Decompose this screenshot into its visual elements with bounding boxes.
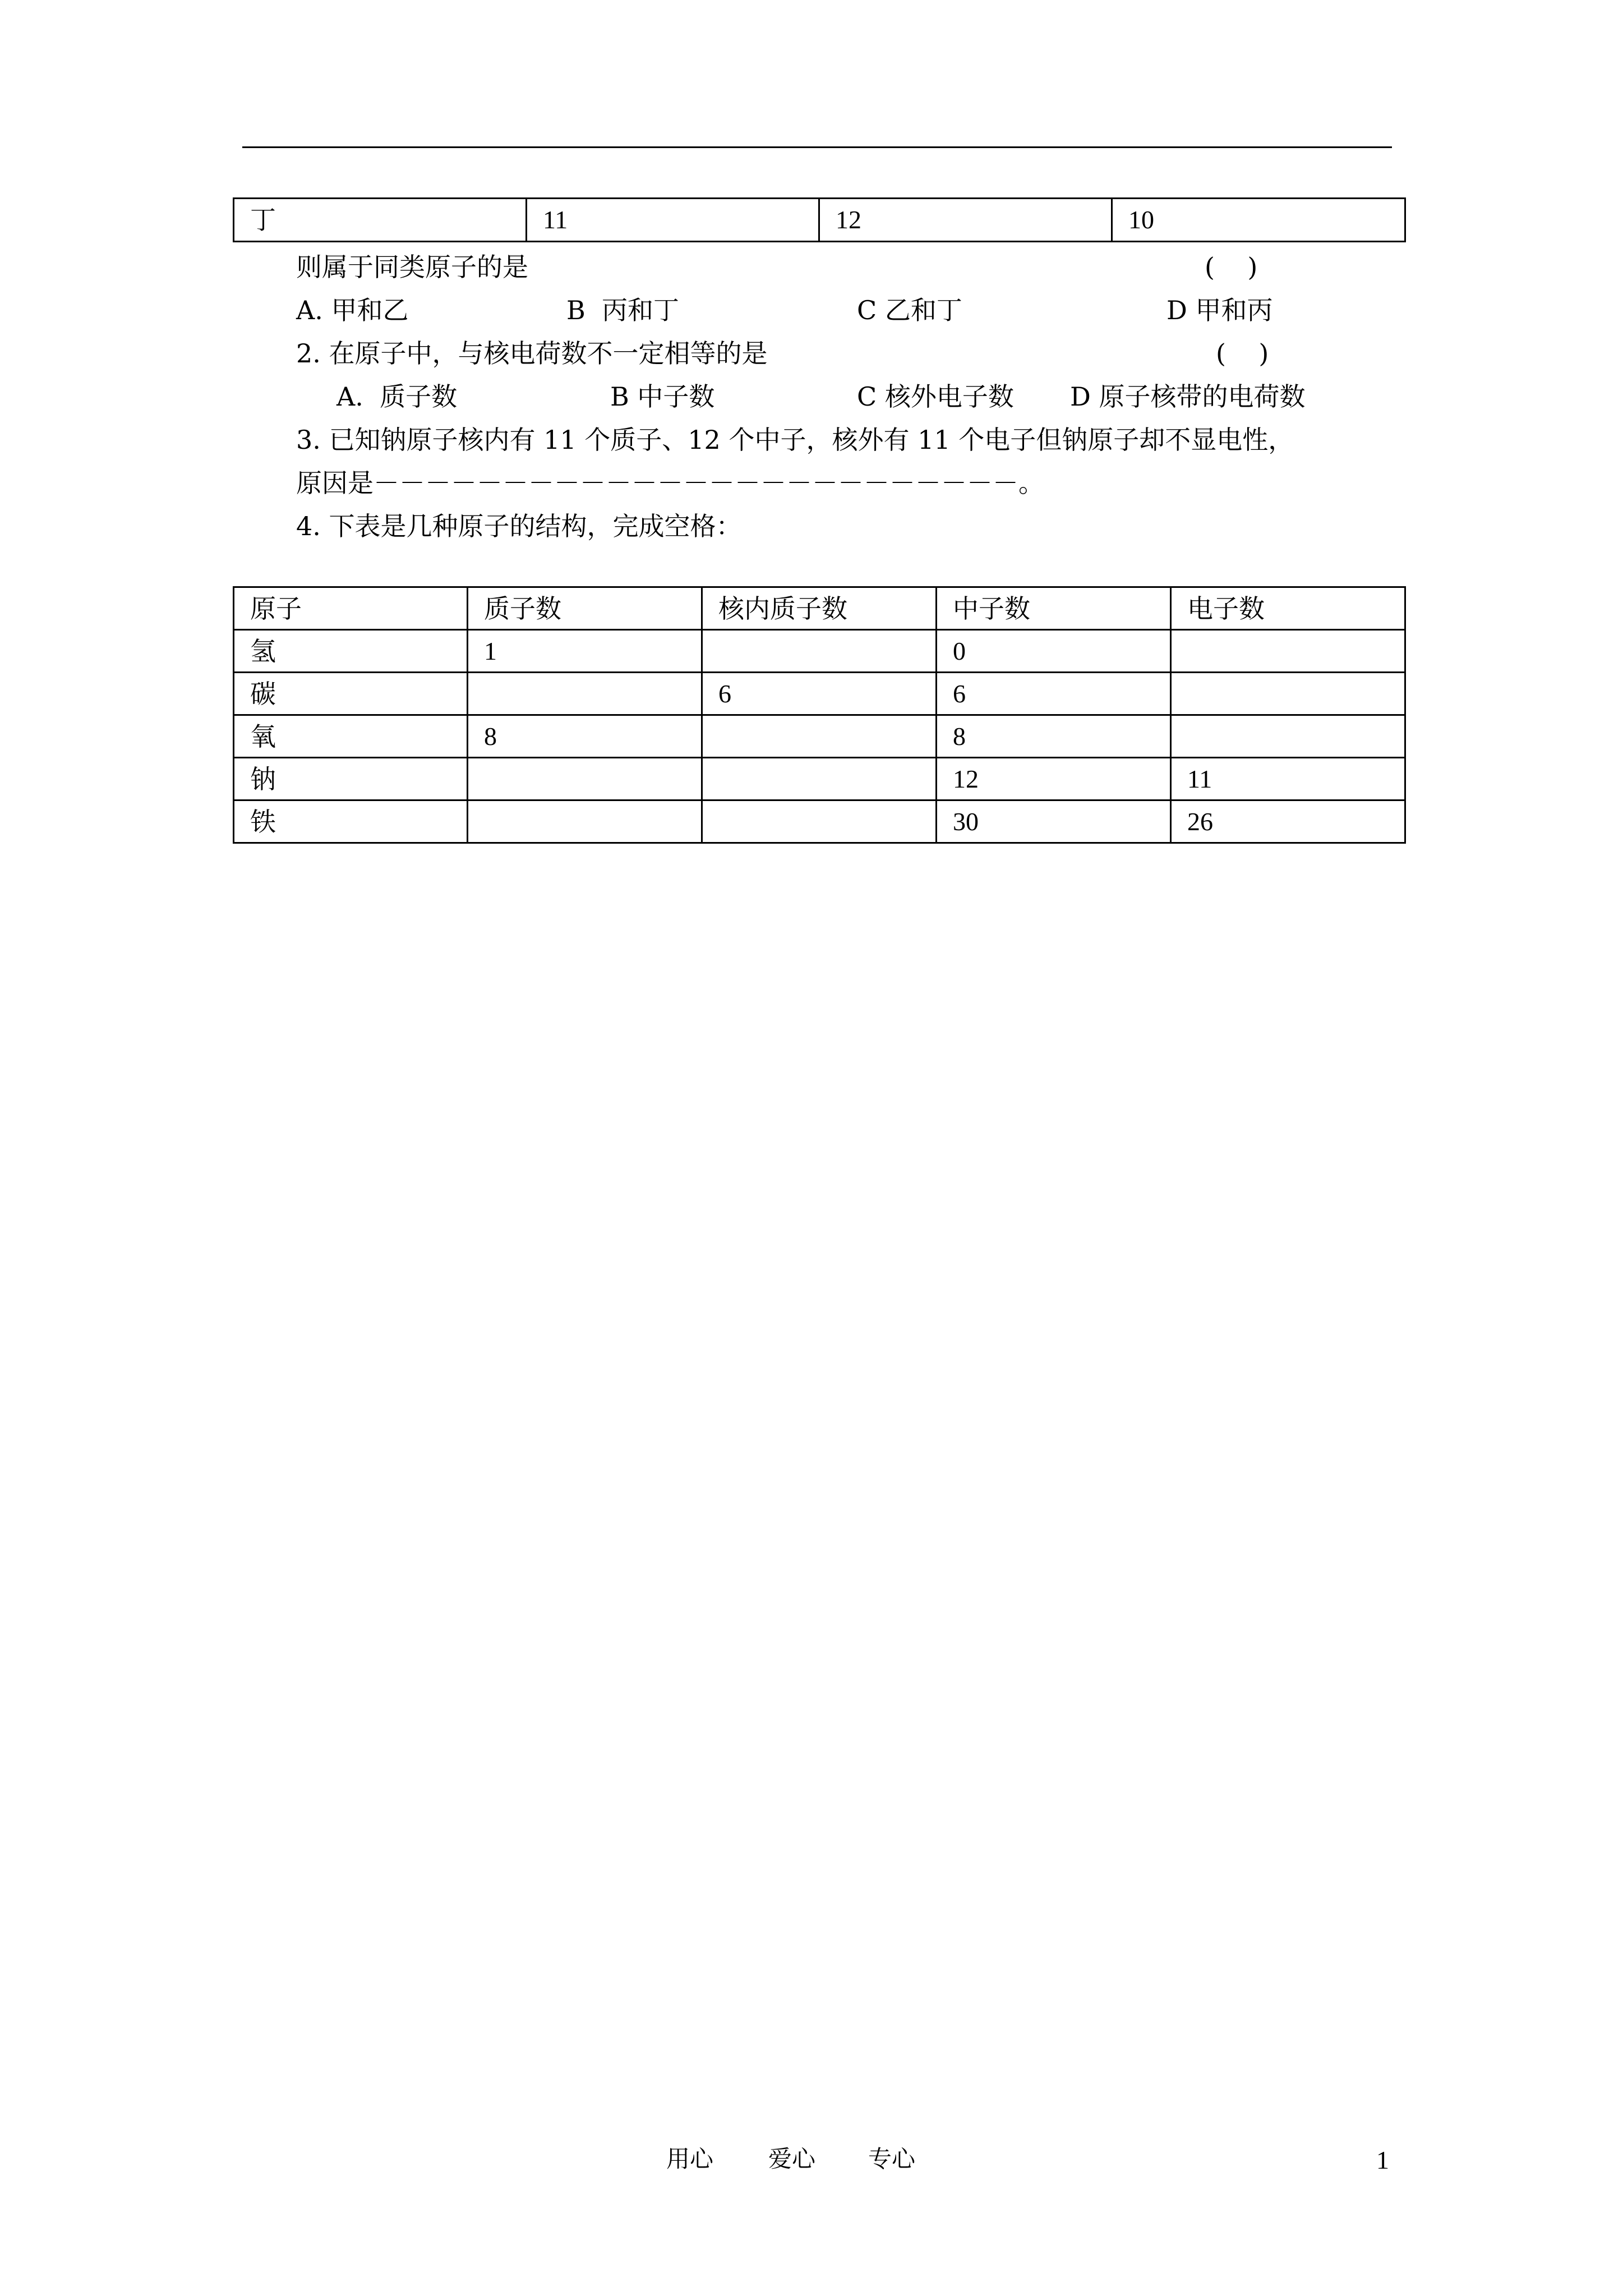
question-2-option-a: A. 质子数 (336, 381, 458, 412)
table-header-row (234, 587, 1405, 630)
question-3-line-2: 原因是－－－－－－－－－－－－－－－－－－－－－－－－－。 (296, 468, 1044, 498)
question-1-stem: 则属于同类原子的是 (296, 252, 528, 282)
column-header: 质子数 (468, 587, 702, 630)
table-cell (702, 758, 937, 800)
question-2-answer-blank: ( ) (1216, 338, 1269, 369)
table-row (234, 715, 1405, 758)
header-rule (242, 146, 1392, 148)
question-1-option-d: D 甲和丙 (1166, 295, 1273, 325)
footer-motto-3: 专心 (868, 2145, 916, 2173)
table-cell (702, 630, 937, 673)
question-4-stem: 4. 下表是几种原子的结构，完成空格： (296, 511, 742, 541)
footer-motto-2: 爱心 (768, 2145, 816, 2173)
table-cell: 8 (937, 715, 1171, 758)
table-cell: 26 (1171, 800, 1405, 843)
footer-motto-1: 用心 (666, 2145, 714, 2173)
table-cell (468, 758, 702, 800)
table-row (234, 673, 1405, 715)
column-header: 核内质子数 (702, 587, 937, 630)
column-header: 中子数 (937, 587, 1171, 630)
table-row (234, 800, 1405, 843)
table-cell (702, 715, 937, 758)
table-cell: 30 (937, 800, 1171, 843)
table-cell: 丁 (234, 199, 527, 242)
question-2-option-d: D 原子核带的电荷数 (1070, 381, 1306, 412)
table-cell (1171, 673, 1405, 715)
table-cell: 钠 (234, 758, 468, 800)
question-2-stem: 2. 在原子中，与核电荷数不一定相等的是 (296, 338, 768, 369)
page-number: 1 (1376, 2146, 1389, 2174)
table-cell: 碳 (234, 673, 468, 715)
table-cell: 12 (937, 758, 1171, 800)
question-3-line-1: 3. 已知钠原子核内有 11 个质子、12 个中子，核外有 11 个电子但钠原子却不显电性， (296, 425, 1294, 455)
table-cell: 11 (527, 199, 819, 242)
table-cell: 铁 (234, 800, 468, 843)
table-row (234, 758, 1405, 800)
table-cell (1171, 715, 1405, 758)
table-cell (468, 800, 702, 843)
table-cell: 8 (468, 715, 702, 758)
table-cell: 氧 (234, 715, 468, 758)
table-cell: 6 (937, 673, 1171, 715)
table-cell (468, 673, 702, 715)
question-1-option-b: B 丙和丁 (566, 295, 680, 325)
question-2-option-c: C 核外电子数 (857, 381, 1014, 412)
table-cell: 0 (937, 630, 1171, 673)
table-row (234, 199, 1405, 242)
question-1-option-c: C 乙和丁 (857, 295, 962, 325)
question-2-option-b: B 中子数 (610, 381, 715, 412)
table-cell: 6 (702, 673, 937, 715)
table-row (234, 630, 1405, 673)
column-header: 原子 (234, 587, 468, 630)
table-cell: 12 (819, 199, 1112, 242)
atom-structure-table (233, 586, 1406, 844)
table-cell (702, 800, 937, 843)
continued-table (233, 197, 1406, 242)
table-cell: 1 (468, 630, 702, 673)
column-header: 电子数 (1171, 587, 1405, 630)
table-cell: 10 (1112, 199, 1405, 242)
question-1-answer-blank: ( ) (1205, 252, 1258, 282)
table-cell: 11 (1171, 758, 1405, 800)
table-cell (1171, 630, 1405, 673)
question-1-option-a: A. 甲和乙 (296, 295, 409, 325)
table-cell: 氢 (234, 630, 468, 673)
